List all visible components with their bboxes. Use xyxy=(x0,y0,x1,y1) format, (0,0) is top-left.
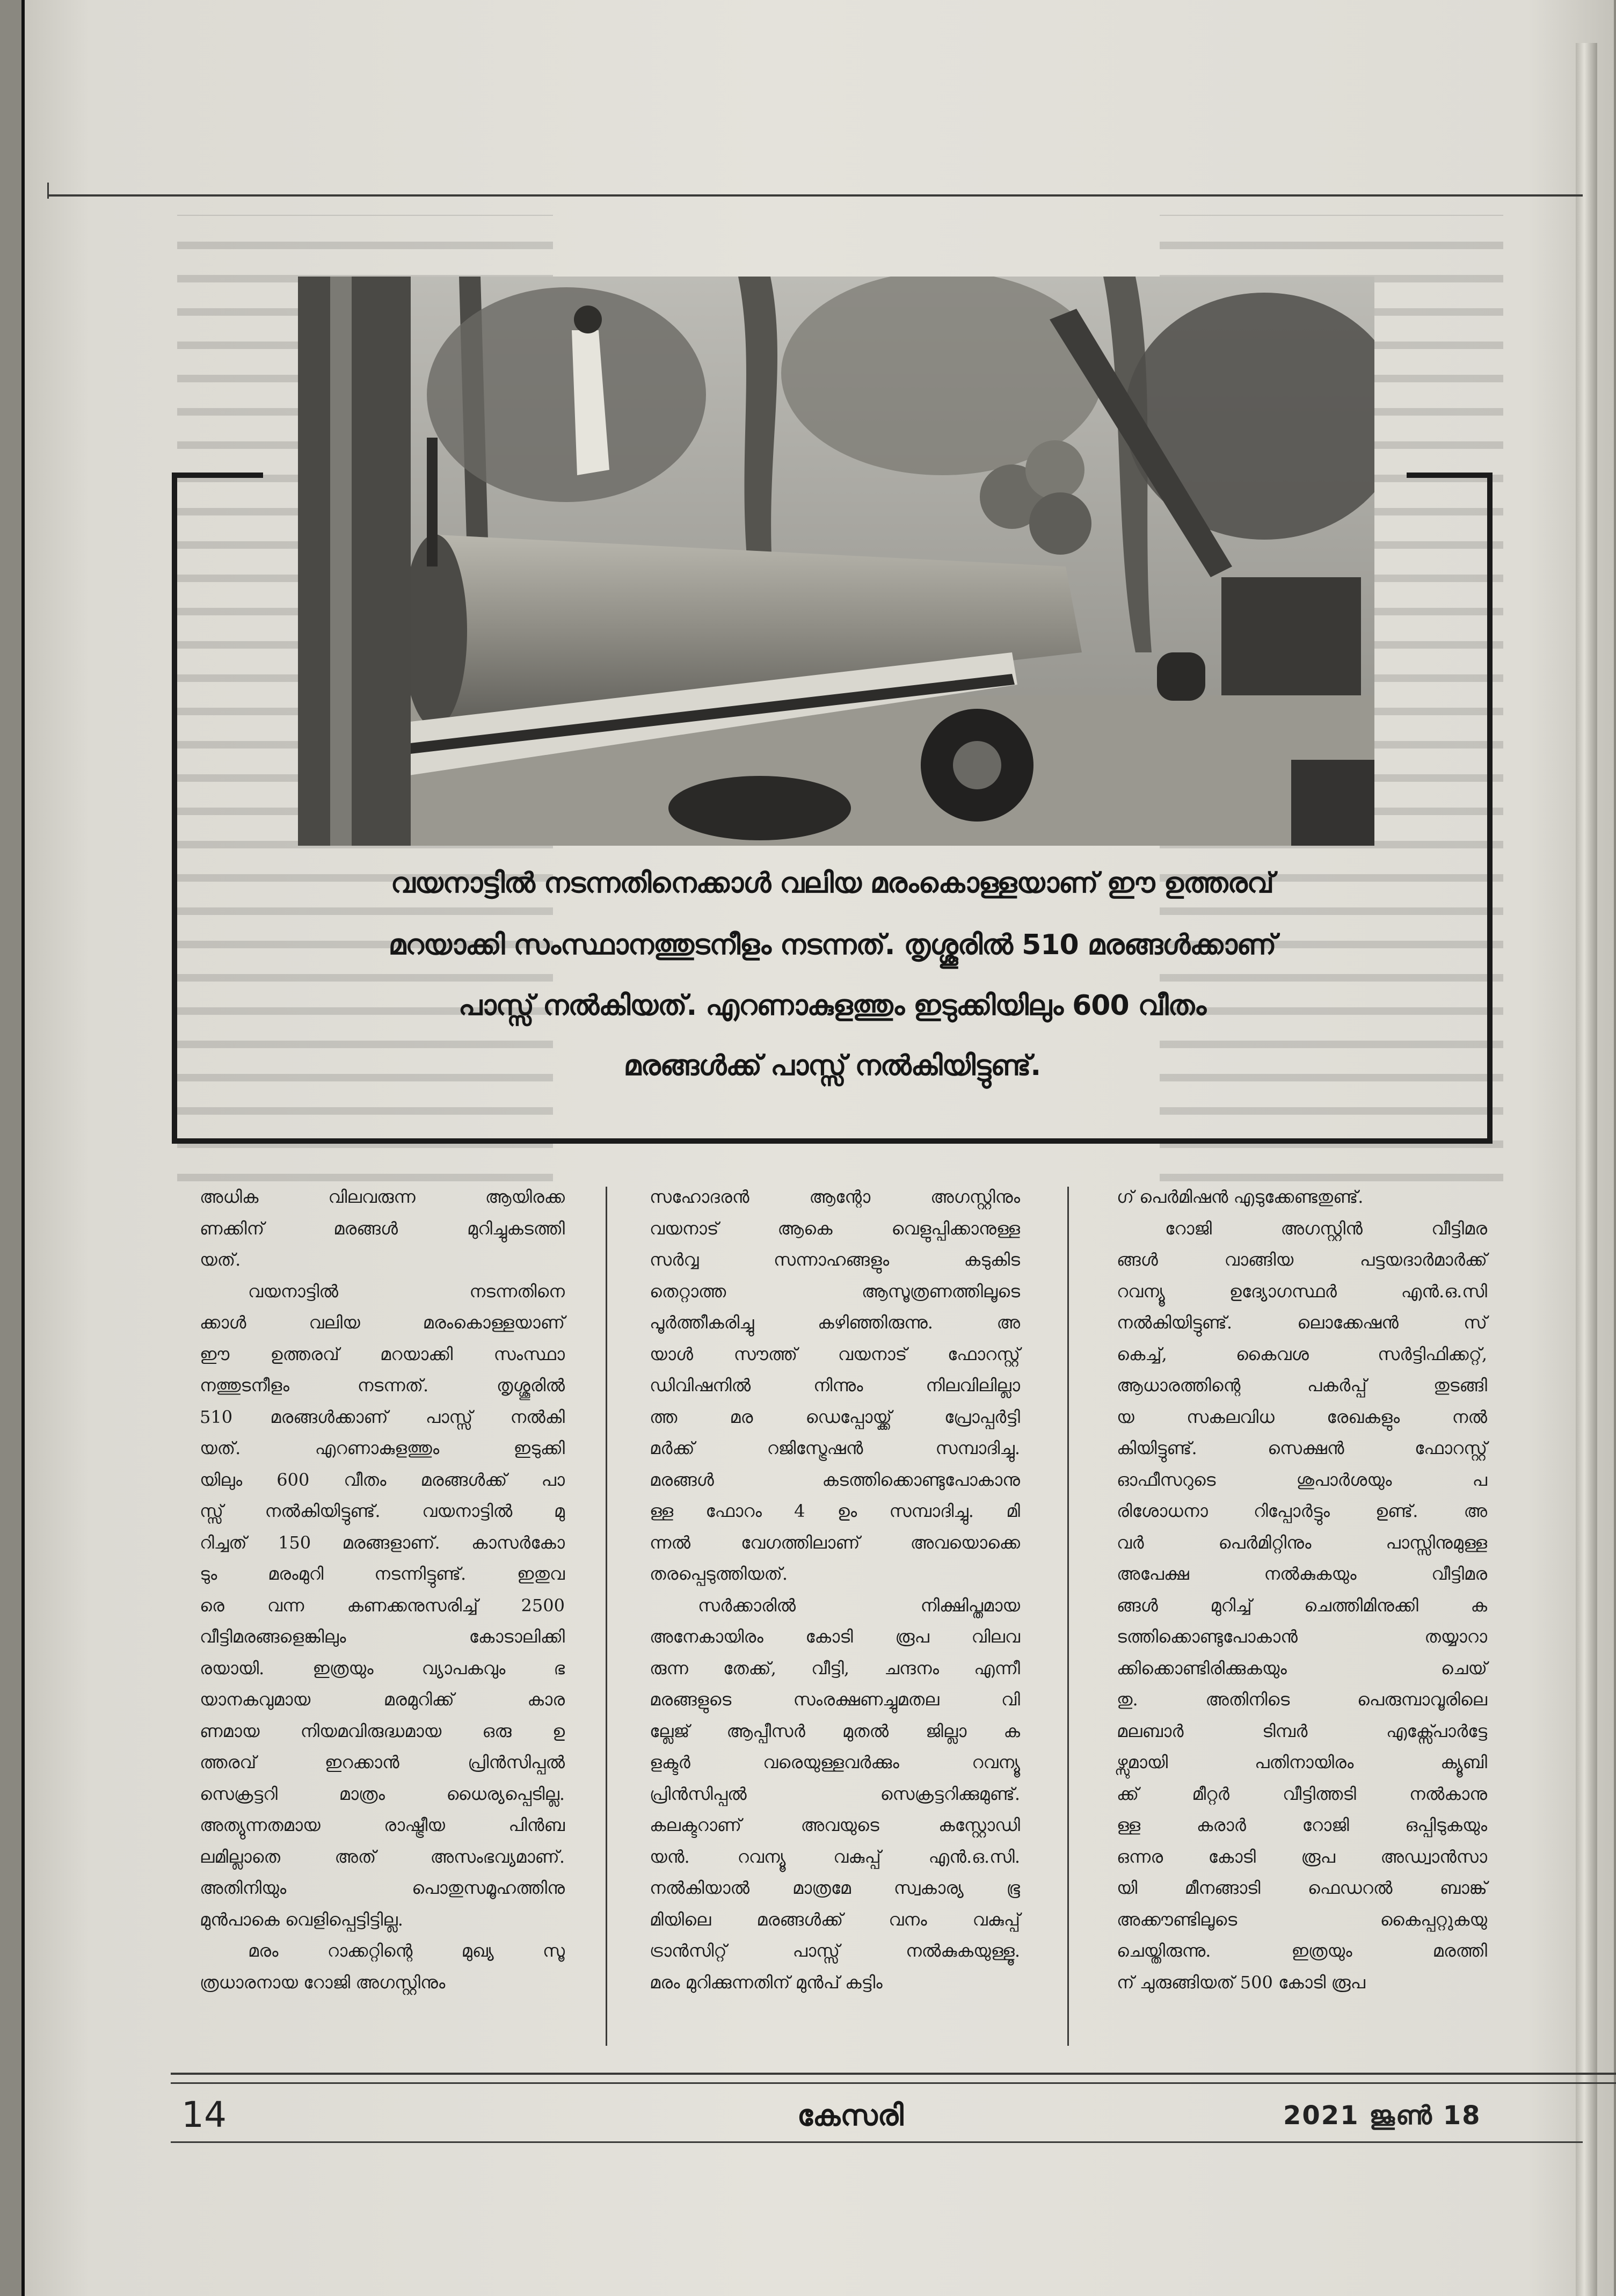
text-line: വർ പെർമിറ്റിനും പാസ്സിനുമുള്ള xyxy=(1117,1532,1487,1553)
text-line: റവന്യൂ ഉദ്യോഗസ്ഥർ എൻ.ഒ.സി xyxy=(1117,1281,1487,1302)
text-line: ഓഫീസറുടെ ശുപാർശയും പ xyxy=(1117,1469,1487,1490)
text-line: സെക്രട്ടറി മാത്രം ധൈര്യപ്പെടില്ല. xyxy=(200,1783,565,1804)
text-line: ത്ത മര ഡെപ്പോയ്ക്ക് പ്രോപ്പർട്ടി xyxy=(650,1406,1020,1427)
text-line: ക്കാൾ വലിയ മരംകൊള്ളയാണ് xyxy=(200,1312,565,1333)
caption-line: മറയാക്കി സംസ്ഥാനത്തുടനീളം നടന്നത്. തൃശ്ശൂരിൽ 510 മരങ്ങൾക്കാണ് xyxy=(388,929,1276,961)
text-line: ണക്കിന് മരങ്ങൾ മുറിച്ചുകടത്തി xyxy=(200,1218,565,1239)
text-line: യത്. എറണാകുളത്തും ഇടുക്കി xyxy=(200,1438,565,1458)
text-line: മുൻപാകെ വെളിപ്പെട്ടിട്ടില്ല. xyxy=(200,1909,403,1930)
text-line: തെറ്റാത്ത ആസൂത്രണത്തിലൂടെ xyxy=(650,1281,1020,1302)
text-line: യത്. xyxy=(200,1249,241,1270)
text-line: ണമായ നിയമവിരുദ്ധമായ ഒരു ഉ xyxy=(200,1720,565,1741)
text-line: മരം മുറിക്കുന്നതിന് മുൻപ് കട്ടിം xyxy=(650,1972,883,1993)
text-line: ങ്ങൾ മുറിച്ച് ചെത്തിമിനുക്കി ക xyxy=(1117,1595,1487,1616)
text-line: മലബാർ ടിമ്പർ എക്സ്പോർട്ടേ xyxy=(1117,1720,1487,1741)
caption-line: വയനാട്ടിൽ നടന്നതിനെക്കാൾ വലിയ മരംകൊള്ളയാണ് ഈ ഉത്തരവ് xyxy=(390,867,1274,899)
footer-rule xyxy=(171,2141,1583,2143)
text-line: ഴ്സുമായി പതിനായിരം ക്യൂബി xyxy=(1117,1752,1487,1772)
text-line: യിലും 600 വീതം മരങ്ങൾക്ക് പാ xyxy=(200,1469,565,1490)
text-line: ടത്തിക്കൊണ്ടുപോകാൻ തയ്യാറാ xyxy=(1117,1626,1487,1647)
text-line: ചെയ്തിരുന്നു. ഇത്രയും മരത്തി xyxy=(1117,1941,1487,1961)
header-rule-tick xyxy=(47,183,49,199)
text-line: സർക്കാരിൽ നിക്ഷിപ്തമായ xyxy=(698,1595,1020,1616)
text-line: പൂർത്തീകരിച്ചു കഴിഞ്ഞിരുന്നു. അ xyxy=(650,1312,1020,1333)
text-line: അനേകായിരം കോടി രൂപ വിലവ xyxy=(650,1626,1020,1647)
column-divider-2 xyxy=(1067,1187,1069,2046)
text-line: ള്ള കരാർ റോജി ഒപ്പിടുകയും xyxy=(1117,1815,1487,1835)
text-line: അത്യുന്നതമായ രാഷ്ട്രീയ പിൻബ xyxy=(200,1815,565,1835)
text-line: കെച്ച്, കൈവശ സർട്ടിഫിക്കറ്റ്, xyxy=(1117,1343,1487,1364)
text-line: മിയിലെ മരങ്ങൾക്ക് വനം വകുപ്പ് xyxy=(650,1909,1020,1930)
text-line: മരം റാക്കറ്റിന്റെ മുഖ്യ സൂ xyxy=(248,1941,565,1961)
text-line: കിയിട്ടുണ്ട്. സെക്ഷൻ ഫോറസ്റ്റ് xyxy=(1117,1438,1487,1458)
pull-quote-caption xyxy=(177,856,1487,1130)
article-column-1 xyxy=(200,1181,565,1998)
text-line: റോജി അഗസ്റ്റിൻ വീട്ടിമര xyxy=(1165,1218,1487,1239)
header-rule xyxy=(47,194,1583,197)
text-line: ക്കിക്കൊണ്ടിരിക്കുകയും ചെയ് xyxy=(1117,1658,1487,1679)
text-line: രെ വന്ന കണക്കനുസരിച്ച് 2500 xyxy=(200,1595,565,1616)
text-line: അധിക വിലവരുന്ന ആയിരക്ക xyxy=(200,1187,565,1207)
text-line: ഒന്നര കോടി രൂപ അഡ്വാൻസാ xyxy=(1117,1846,1487,1867)
text-line: സർവ്വ സന്നാഹങ്ങളും കടുകിട xyxy=(650,1249,1020,1270)
page-number: 14 xyxy=(181,2094,227,2135)
caption-line: പാസ്സ് നൽകിയത്. എറണാകുളത്തും ഇടുക്കിയിലും 600 വീതം xyxy=(458,990,1206,1022)
text-line: ഡിവിഷനിൽ നിന്നും നിലവിലില്ലാ xyxy=(650,1375,1020,1396)
text-line: കലക്ടറാണ് അവയുടെ കസ്റ്റോഡി xyxy=(650,1815,1020,1835)
text-line: വയനാട് ആകെ വെളുപ്പിക്കാനുള്ള xyxy=(650,1218,1020,1239)
text-line: യാൾ സൗത്ത് വയനാട് ഫോറസ്റ്റ് xyxy=(650,1343,1020,1364)
text-line: ളക്ടർ വരെയുള്ളവർക്കും റവന്യൂ xyxy=(650,1752,1020,1772)
text-line: രയായി. ഇത്രയും വ്യാപകവും ഭ xyxy=(200,1658,565,1679)
footer-double-rule xyxy=(171,2073,1616,2084)
text-line: മർക്ക് റജിസ്ട്രേഷൻ സമ്പാദിച്ചു. xyxy=(650,1438,1020,1458)
issue-date: 2021 ജൂൺ 18 xyxy=(1283,2101,1481,2131)
article-column-2 xyxy=(650,1181,1020,1998)
text-line: ട്രാൻസിറ്റ് പാസ്സ് നൽകുകയുള്ളൂ. xyxy=(650,1941,1020,1961)
text-line: സ്സ് നൽകിയിട്ടുണ്ട്. വയനാട്ടിൽ മു xyxy=(200,1501,565,1521)
text-line: രുന്ന തേക്ക്, വീട്ടി, ചന്ദനം എന്നീ xyxy=(650,1658,1020,1679)
text-line: ഗ് പെർമിഷൻ എടുക്കേണ്ടതുണ്ട്. xyxy=(1117,1187,1364,1207)
text-line: ത്തരവ് ഇറക്കാൻ പ്രിൻസിപ്പൽ xyxy=(200,1752,565,1772)
text-line: വീട്ടിമരങ്ങളെങ്കിലും കോടാലിക്കി xyxy=(200,1626,565,1647)
text-line: നൽകിയാൽ മാത്രമേ സ്വകാര്യ ഭൂ xyxy=(650,1878,1020,1898)
text-line: നത്തുടനീളം നടന്നത്. തൃശ്ശൂരിൽ xyxy=(200,1375,565,1396)
text-line: യാനകവുമായ മരമുറിക്ക് കാര xyxy=(200,1689,565,1710)
text-line: യ സകലവിധ രേഖകളും നൽ xyxy=(1117,1406,1487,1427)
text-line: ഈ ഉത്തരവ് മറയാക്കി സംസ്ഥാ xyxy=(200,1343,565,1364)
text-line: അക്കൗണ്ടിലൂടെ കൈപ്പറ്റുകയു xyxy=(1117,1909,1487,1930)
text-line: 510 മരങ്ങൾക്കാണ് പാസ്സ് നൽകി xyxy=(200,1406,565,1427)
text-line: ന് ചുരുങ്ങിയത് 500 കോടി രൂപ xyxy=(1117,1972,1366,1993)
text-line: അപേക്ഷ നൽകുകയും വീട്ടിമര xyxy=(1117,1564,1487,1584)
article-column-3 xyxy=(1117,1181,1487,1998)
text-line: തു. അതിനിടെ പെരുമ്പാവൂരിലെ xyxy=(1117,1689,1487,1710)
text-line: ആധാരത്തിന്റെ പകർപ്പ് തുടങ്ങി xyxy=(1117,1375,1487,1396)
text-line: റിച്ചത് 150 മരങ്ങളാണ്. കാസർകോ xyxy=(200,1532,565,1553)
text-line: മരങ്ങളുടെ സംരക്ഷണച്ചുമതല വി xyxy=(650,1689,1020,1710)
text-line: സഹോദരൻ ആന്റോ അഗസ്റ്റിനും xyxy=(650,1187,1020,1207)
text-line: ല്ലേജ് ആപ്പീസർ മുതൽ ജില്ലാ ക xyxy=(650,1720,1020,1741)
text-line: അതിനിയും പൊതുസമൂഹത്തിനു xyxy=(200,1878,565,1898)
text-line: യൻ. റവന്യൂ വകുപ്പ് എൻ.ഒ.സി. xyxy=(650,1846,1020,1867)
text-line: ടും മരംമുറി നടന്നിട്ടുണ്ട്. ഇതുവ xyxy=(200,1564,565,1584)
text-line: ത്രധാരനായ റോജി അഗസ്റ്റിനും xyxy=(200,1972,446,1993)
text-line: ള്ള ഫോറം 4 ഉം സമ്പാദിച്ചു. മി xyxy=(650,1501,1020,1521)
text-line: നൽകിയിട്ടുണ്ട്. ലൊക്കേഷൻ സ് xyxy=(1117,1312,1487,1333)
text-line: വയനാട്ടിൽ നടന്നതിനെ xyxy=(248,1281,565,1302)
column-divider-1 xyxy=(606,1187,607,2046)
facing-page-edge xyxy=(1576,43,1597,2296)
text-line: ലമില്ലാതെ അത് അസംഭവ്യമാണ്. xyxy=(200,1846,565,1867)
text-line: പ്രിൻസിപ്പൽ സെക്രട്ടറിക്കുമുണ്ട്. xyxy=(650,1783,1020,1804)
text-line: രിശോധനാ റിപ്പോർട്ടും ഉണ്ട്. അ xyxy=(1117,1501,1487,1521)
text-line: ക്ക് മീറ്റർ വീട്ടിത്തടി നൽകാനു xyxy=(1117,1783,1487,1804)
text-line: മരങ്ങൾ കടത്തിക്കൊണ്ടുപോകാനു xyxy=(650,1469,1020,1490)
text-line: യി മീനങ്ങാടി ഫെഡറൽ ബാങ്ക് xyxy=(1117,1878,1487,1898)
text-line: തരപ്പെടുത്തിയത്. xyxy=(650,1564,788,1584)
caption-line: മരങ്ങൾക്ക് പാസ്സ് നൽകിയിട്ടുണ്ട്. xyxy=(623,1050,1041,1082)
text-line: ങ്ങൾ വാങ്ങിയ പട്ടയദാർമാർക്ക് xyxy=(1117,1249,1487,1270)
magazine-masthead: കേസരി xyxy=(797,2098,904,2132)
text-line: ന്നൽ വേഗത്തിലാണ് അവയൊക്കെ xyxy=(650,1532,1020,1553)
